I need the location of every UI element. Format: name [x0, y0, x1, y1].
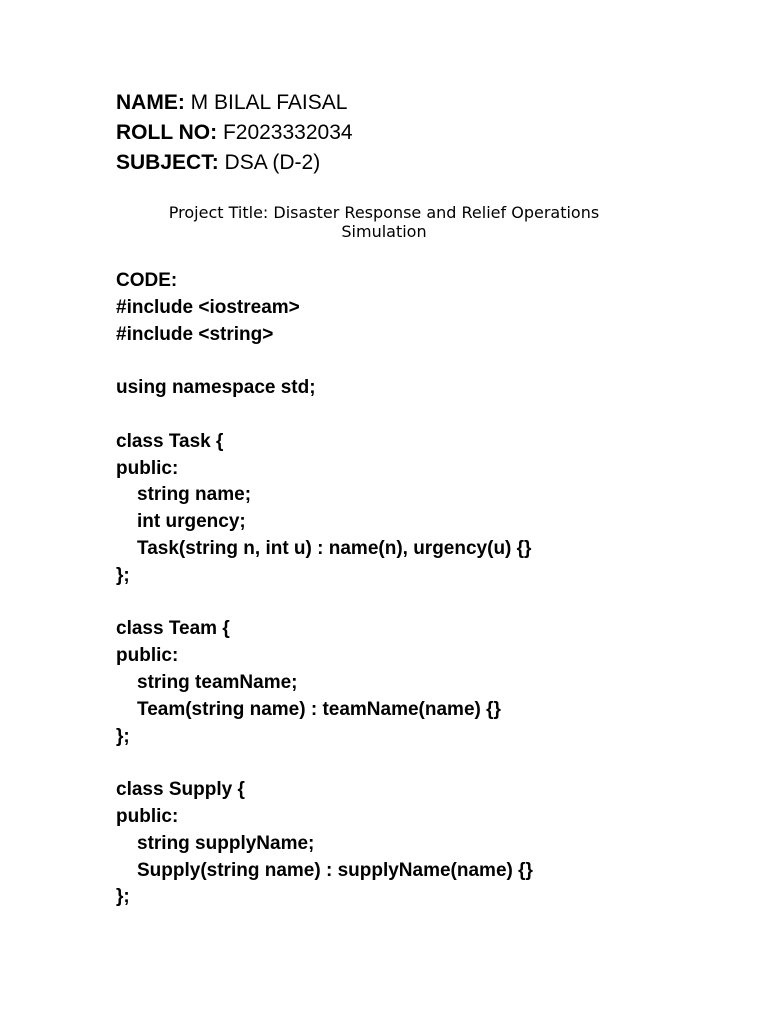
- roll-no-line: [116, 118, 676, 148]
- code-line: };: [116, 886, 130, 908]
- code-section: [116, 268, 736, 911]
- code-line: Task(string n, int u) : name(n), urgency(u) {}: [137, 537, 532, 559]
- student-info: [116, 88, 676, 178]
- project-title: [116, 203, 652, 241]
- code-line: public:: [116, 645, 179, 667]
- code-line: class Task {: [116, 430, 224, 452]
- subject-line: [116, 148, 676, 178]
- code-blank-line: [116, 402, 736, 429]
- code-line: };: [116, 564, 130, 586]
- code-line: #include <string>: [116, 323, 274, 345]
- code-line: using namespace std;: [116, 377, 316, 399]
- code-blank-line: [116, 348, 736, 375]
- code-line: public:: [116, 805, 179, 827]
- code-line: string name;: [137, 484, 252, 506]
- code-line: string supplyName;: [137, 832, 315, 854]
- code-line: class Team {: [116, 618, 230, 640]
- roll-no-label: ROLL NO:: [116, 121, 218, 144]
- name-value: M BILAL FAISAL: [184, 91, 348, 114]
- name-label: NAME:: [116, 91, 185, 114]
- code-line: class Supply {: [116, 779, 245, 801]
- code-heading: CODE:: [116, 270, 178, 291]
- subject-label: SUBJECT:: [116, 151, 219, 174]
- roll-no-value: F2023332034: [217, 121, 353, 144]
- code-line: #include <iostream>: [116, 296, 300, 318]
- code-line: Team(string name) : teamName(name) {}: [137, 698, 501, 720]
- code-line: public:: [116, 457, 179, 479]
- code-line: };: [116, 725, 130, 747]
- name-line: [116, 88, 676, 118]
- code-line: string teamName;: [137, 671, 298, 693]
- code-line: Supply(string name) : supplyName(name) {}: [137, 859, 533, 881]
- code-line: int urgency;: [137, 511, 246, 533]
- code-blank-line: [116, 750, 736, 777]
- code-blank-line: [116, 590, 736, 617]
- project-title-line-2: Simulation: [341, 222, 427, 241]
- project-title-line-1: Project Title: Disaster Response and Relief Operations: [168, 203, 600, 222]
- subject-value: DSA (D-2): [218, 151, 321, 174]
